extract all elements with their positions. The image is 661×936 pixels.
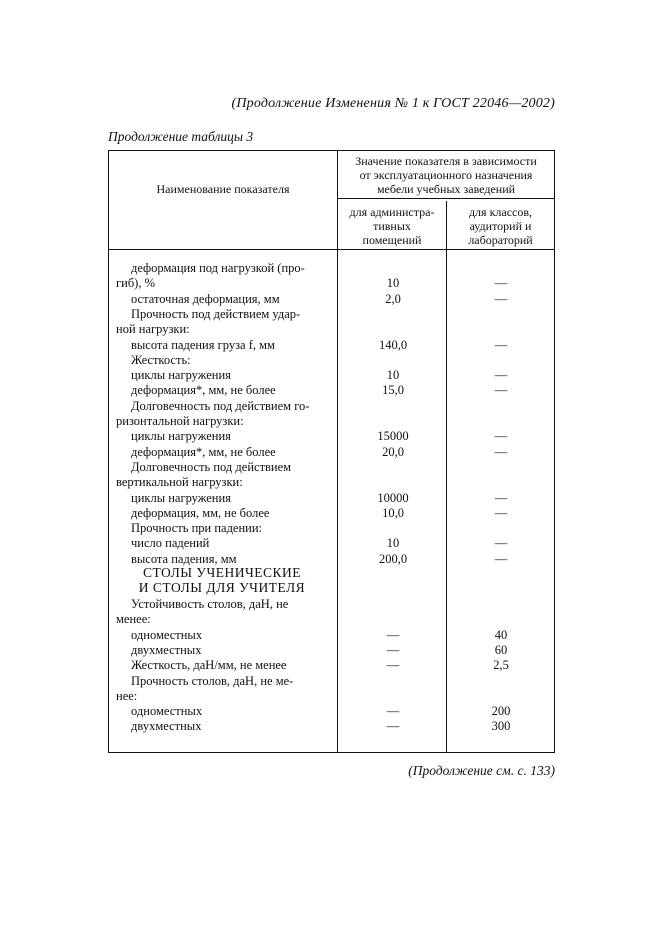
col2-line-3: лабораторий [468, 233, 533, 247]
row-label: нее: [116, 688, 138, 703]
value-admin: 140,0 [378, 337, 408, 352]
value-classes: 2,5 [493, 658, 509, 673]
value-classes: — [494, 368, 508, 383]
row-label: Устойчивость столов, даН, не [131, 597, 289, 611]
value-classes: 200 [491, 704, 511, 719]
value-admin: 10 [386, 368, 400, 383]
header-bottom-line [109, 249, 554, 250]
column-header-name: Наименование показателя [156, 182, 290, 196]
value-admin: — [386, 719, 400, 734]
value-classes: — [494, 505, 508, 520]
row-label: остаточная деформация, мм [131, 291, 280, 306]
value-classes: 60 [494, 642, 508, 657]
footer-note: (Продолжение см. с. 133) [408, 763, 555, 778]
row-label: деформация*, мм, не более [131, 383, 276, 398]
value-admin: 15,0 [382, 383, 404, 398]
row-label: ной нагрузки: [116, 322, 190, 337]
group-header-divider [337, 198, 554, 199]
row-label: деформация под нагрузкой (про- [131, 261, 305, 275]
row-label: Прочность столов, даН, не ме- [131, 673, 294, 688]
group-line-1: Значение показателя в зависимости [355, 154, 537, 168]
group-line-3: мебели учебных заведений [376, 182, 516, 196]
value-admin: 10000 [377, 490, 409, 505]
value-classes: — [494, 536, 508, 551]
value-admin: — [386, 627, 400, 642]
row-label: Жесткость: [131, 352, 191, 367]
row-label: высота падения, мм [131, 551, 237, 566]
col1-line-3: помещений [362, 233, 422, 247]
document-header: (Продолжение Изменения № 1 к ГОСТ 22046—2002) [231, 96, 555, 111]
section-heading-line-1: СТОЛЫ УЧЕНИЧЕСКИЕ [142, 565, 302, 580]
value-admin: 10 [386, 536, 400, 551]
row-label: Прочность под действием удар- [131, 306, 301, 321]
table-caption: Продолжение таблицы 3 [108, 129, 254, 144]
value-classes: — [494, 429, 508, 444]
col1-line-2: тивных [373, 219, 411, 233]
row-label: число падений [131, 536, 210, 551]
value-admin: 20,0 [382, 444, 404, 459]
row-label: вертикальной нагрузки: [116, 475, 243, 490]
row-label: одноместных [131, 704, 203, 719]
value-classes: — [494, 444, 508, 459]
row-label: двухместных [131, 642, 202, 657]
row-label: циклы нагружения [131, 429, 231, 444]
value-admin: 10,0 [382, 505, 404, 520]
row-label: ризонтальной нагрузки: [116, 414, 244, 428]
value-admin: — [386, 642, 400, 657]
value-admin: 2,0 [385, 291, 401, 306]
col2-line-1: для классов, [468, 205, 533, 219]
value-classes: — [494, 551, 508, 566]
row-label: Долговечность под действием [131, 459, 292, 474]
row-label: деформация, мм, не более [131, 505, 270, 520]
row-label: одноместных [131, 627, 203, 642]
value-admin: 15000 [377, 429, 409, 444]
column-header-classes [447, 205, 554, 247]
row-label: деформация*, мм, не более [131, 444, 276, 459]
value-classes: 40 [494, 627, 508, 642]
group-line-2: от эксплуатационного назначения [359, 168, 533, 182]
row-label: высота падения груза f, мм [131, 337, 275, 352]
row-label: менее: [116, 612, 151, 627]
column-header-admin [338, 205, 446, 247]
value-classes: — [494, 276, 508, 291]
column-header-group [338, 154, 554, 196]
row-label: Прочность при падении: [131, 521, 263, 536]
value-admin: — [386, 704, 400, 719]
col2-line-2: аудиторий и [469, 219, 532, 233]
section-heading-line-2: И СТОЛЫ ДЛЯ УЧИТЕЛЯ [138, 580, 306, 595]
value-classes: — [494, 490, 508, 505]
value-classes: — [494, 383, 508, 398]
row-label: циклы нагружения [131, 368, 231, 383]
value-admin: 200,0 [378, 551, 408, 566]
row-label: циклы нагружения [131, 490, 231, 505]
row-label: двухместных [131, 719, 202, 734]
row-label: гиб), % [116, 276, 156, 291]
data-table [108, 150, 555, 753]
value-classes: 300 [491, 719, 511, 734]
value-admin: — [386, 658, 400, 673]
value-admin: 10 [386, 276, 400, 291]
row-label: Долговечность под действием го- [131, 398, 310, 413]
col1-line-1: для администра- [349, 205, 435, 219]
value-classes: — [494, 337, 508, 352]
value-classes: — [494, 291, 508, 306]
row-label: Жесткость, даН/мм, не менее [131, 658, 287, 673]
